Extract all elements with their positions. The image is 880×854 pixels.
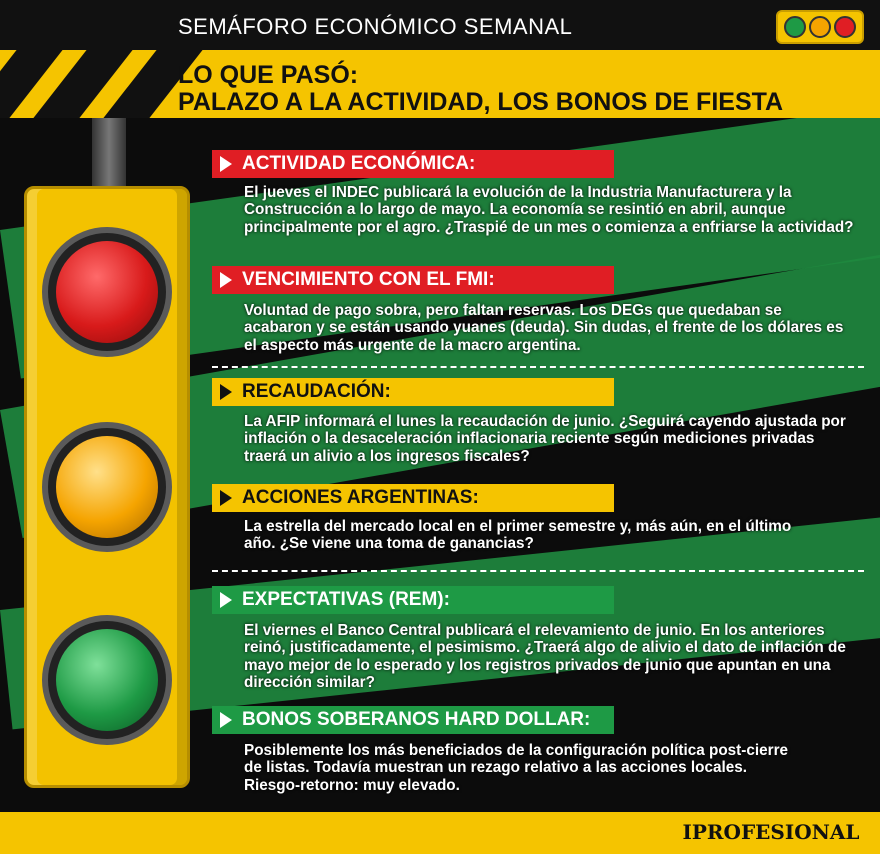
arrow-icon xyxy=(220,272,232,288)
section-bonos-text: Posiblemente los más beneficiados de la configuración política post-cierre de listas. Todavía muestran un rezago relativo a las acciones locales. Riesgo-retorno: muy elevado. xyxy=(244,742,789,794)
section-fmi-header xyxy=(212,266,614,294)
section-title: VENCIMIENTO CON EL FMI: xyxy=(242,269,495,290)
section-expectativas-header xyxy=(212,586,614,614)
arrow-icon xyxy=(220,156,232,172)
divider xyxy=(212,366,864,368)
arrow-icon xyxy=(220,712,232,728)
section-title: ACCIONES ARGENTINAS: xyxy=(242,487,479,508)
traffic-light xyxy=(24,186,190,788)
green-light-icon xyxy=(42,615,172,745)
section-bonos-header xyxy=(212,706,614,734)
section-recaudacion-text: La AFIP informará el lunes la recaudación de junio. ¿Seguirá cayendo ajustada por inflación o la desaceleración inflacionaria reciente según mediciones privadas traerá un alivio a los ingresos fiscales? xyxy=(244,413,846,465)
divider xyxy=(212,570,864,572)
headline-line-2: PALAZO A LA ACTIVIDAD, LOS BONOS DE FIESTA xyxy=(178,88,784,116)
iprofesional-logo: IPROFESIONAL xyxy=(682,820,860,844)
section-expectativas-text: El viernes el Banco Central publicará el relevamiento de junio. En los anteriores reinó, justificadamente, el pesimismo. ¿Traerá algo de alivio el dato de inflación de mayo mejor de lo esperado y los registros privados de junio que apuntan en una dirección similar? xyxy=(244,622,846,692)
headline xyxy=(178,62,783,116)
section-title: ACTIVIDAD ECONÓMICA: xyxy=(242,153,476,174)
section-actividad-header xyxy=(212,150,614,178)
arrow-icon xyxy=(220,384,232,400)
section-title: EXPECTATIVAS (REM): xyxy=(242,589,450,610)
traffic-light-pole xyxy=(92,118,126,188)
arrow-icon xyxy=(220,490,232,506)
section-acciones-text: La estrella del mercado local en el primer semestre y, más aún, en el último año. ¿Se viene una toma de ganancias? xyxy=(244,518,792,553)
red-light-icon xyxy=(42,227,172,357)
section-actividad-text: El jueves el INDEC publicará la evolución de la Industria Manufacturera y la Construcción a lo largo de mayo. La economía se resintió en abril, aunque principalmente por el agro. ¿Traspié de un mes o comienza a enfriarse la actividad? xyxy=(244,184,854,236)
arrow-icon xyxy=(220,592,232,608)
headline-line-1: LO QUE PASÓ: xyxy=(178,61,359,89)
section-title: RECAUDACIÓN: xyxy=(242,381,391,402)
yellow-light-icon xyxy=(42,422,172,552)
traffic-light-icon xyxy=(776,10,864,44)
section-fmi-text: Voluntad de pago sobra, pero faltan reservas. Los DEGs que quedaban se acabaron y se están usando yuanes (deuda). Sin dudas, el frente de los dólares es el aspecto más urgente de la macro argentina. xyxy=(244,302,844,354)
page-title: SEMÁFORO ECONÓMICO SEMANAL xyxy=(178,14,573,39)
section-recaudacion-header xyxy=(212,378,614,406)
section-title: BONOS SOBERANOS HARD DOLLAR: xyxy=(242,709,591,730)
section-acciones-header xyxy=(212,484,614,512)
